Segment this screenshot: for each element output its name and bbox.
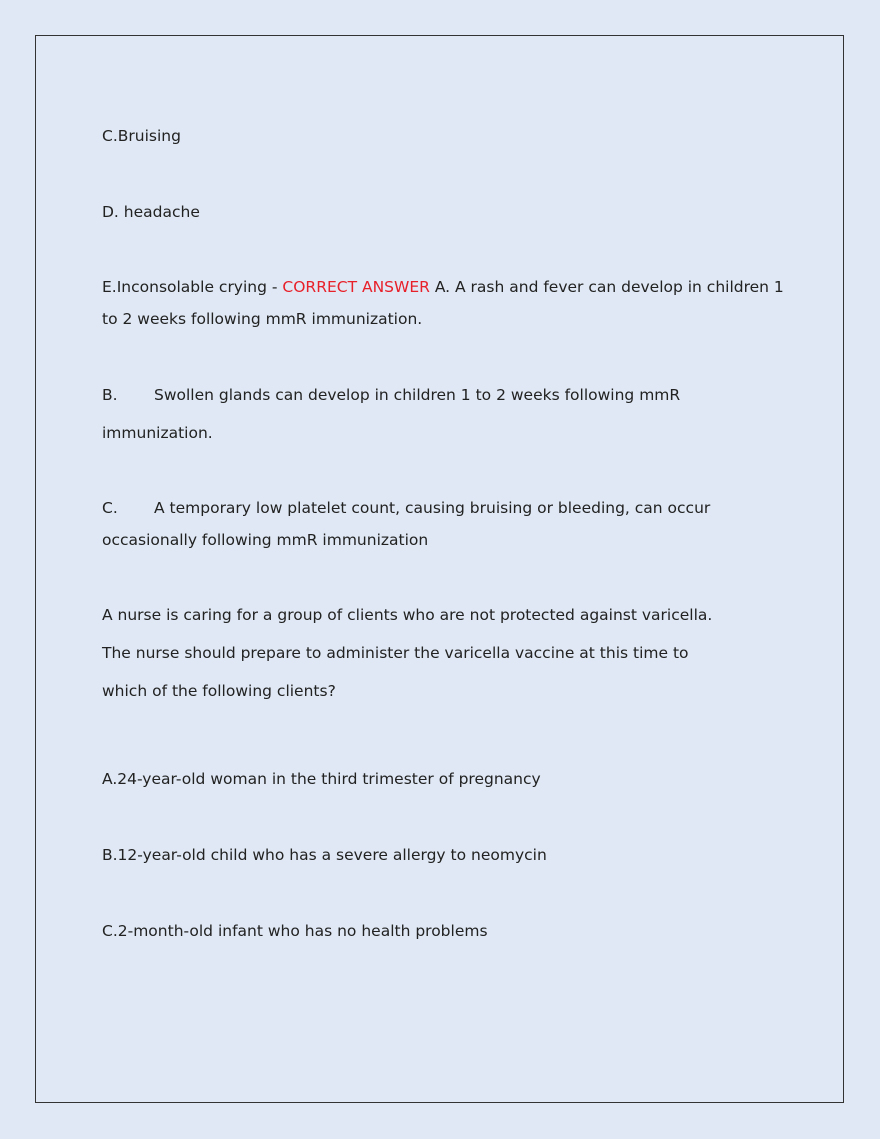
question-line: A nurse is caring for a group of clients who are not protected against varicella. (102, 606, 713, 624)
question-line: The nurse should prepare to administer the varicella vaccine at this time to (102, 644, 689, 662)
question-line: which of the following clients? (102, 682, 336, 700)
rationale-b-text: Swollen glands can develop in children 1 to 2 weeks following mmR (154, 386, 681, 404)
text-line: occasionally following mmR immunization (102, 531, 429, 549)
answer-line (102, 277, 784, 297)
option-c: C.2-month-old infant who has no health problems (102, 922, 488, 940)
answer-suffix: A. A rash and fever can develop in children 1 (429, 278, 784, 296)
rationale-c-text: A temporary low platelet count, causing bruising or bleeding, can occur (154, 499, 711, 517)
rationale-b-line (102, 385, 680, 405)
correct-answer-label: CORRECT ANSWER (282, 278, 430, 296)
rationale-b-marker: B. (102, 386, 118, 404)
answer-prefix: E.Inconsolable crying - (102, 278, 283, 296)
rationale-c-line (102, 498, 710, 518)
page-border (35, 35, 844, 1103)
text-line: immunization. (102, 424, 213, 442)
text-line: D. headache (102, 203, 200, 221)
rationale-c-marker: C. (102, 499, 118, 517)
option-b: B.12-year-old child who has a severe allergy to neomycin (102, 846, 547, 864)
text-line: to 2 weeks following mmR immunization. (102, 310, 423, 328)
text-line: C.Bruising (102, 127, 181, 145)
option-a: A.24-year-old woman in the third trimester of pregnancy (102, 770, 541, 788)
